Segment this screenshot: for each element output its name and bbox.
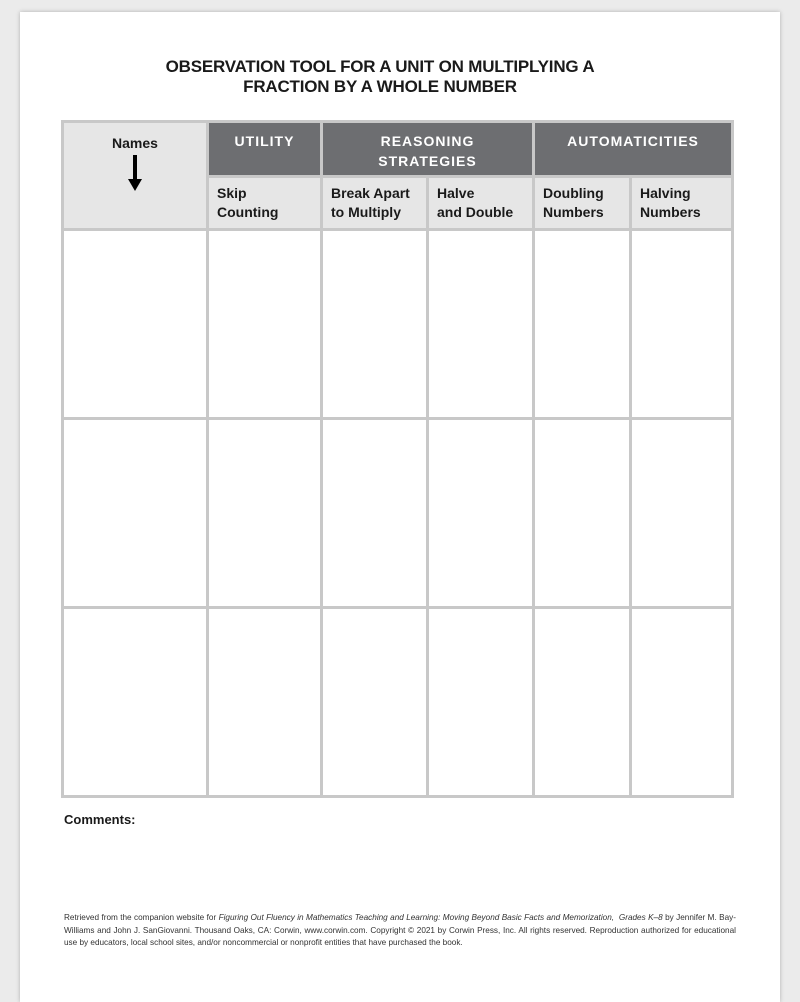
title-line-2: FRACTION BY A WHOLE NUMBER — [243, 77, 517, 96]
group-header-automaticities — [534, 122, 733, 177]
names-label: Names — [112, 135, 158, 151]
footer-book-title: Figuring Out Fluency in Mathematics Teaching and Learning: Moving Beyond Basic Facts and Memorization, — [218, 913, 615, 922]
observation-cell[interactable] — [208, 419, 322, 608]
observation-cell[interactable] — [631, 230, 733, 419]
observation-cell[interactable] — [322, 608, 428, 797]
copyright-footer — [64, 912, 736, 950]
column-label-line-2: to Multiply — [331, 204, 401, 220]
group-label-utility: UTILITY — [234, 133, 295, 149]
observation-cell[interactable] — [534, 608, 631, 797]
names-header — [63, 122, 208, 230]
comments-label: Comments: — [64, 812, 136, 827]
observation-cell[interactable] — [534, 419, 631, 608]
observation-cell[interactable] — [428, 230, 534, 419]
document-page — [20, 12, 780, 1002]
column-label-line-1: Halve — [437, 185, 475, 201]
footer-rest: by Jennifer M. Bay-Williams and John J. SanGiovanni. Thousand Oaks, CA: Corwin, www.corwin.com. Copyright © 2021 by Corwin Press, Inc. All rights reserved. Reproduction authorized for educational use by educators, local school sites, and/or noncommercial or nonprofit entities that have purchased the book. — [64, 913, 736, 947]
name-cell[interactable] — [63, 419, 208, 608]
group-label-reasoning-line-1: REASONING — [380, 133, 475, 149]
column-label-line-2: Numbers — [543, 204, 604, 220]
name-cell[interactable] — [63, 230, 208, 419]
arrow-down-icon — [128, 155, 142, 191]
column-header-halve-and-double — [428, 177, 534, 230]
footer-prefix: Retrieved from the companion website for — [64, 913, 219, 922]
page-title — [20, 57, 740, 97]
column-header-skip-counting — [208, 177, 322, 230]
column-label-line-2: and Double — [437, 204, 514, 220]
observation-cell[interactable] — [322, 419, 428, 608]
observation-cell[interactable] — [428, 608, 534, 797]
column-header-doubling-numbers — [534, 177, 631, 230]
group-label-automaticities: AUTOMATICITIES — [567, 133, 699, 149]
observation-cell[interactable] — [428, 419, 534, 608]
table-row — [63, 419, 733, 608]
title-line-1: OBSERVATION TOOL FOR A UNIT ON MULTIPLYING A — [165, 57, 595, 76]
observation-cell[interactable] — [208, 230, 322, 419]
observation-cell[interactable] — [322, 230, 428, 419]
observation-cell[interactable] — [631, 608, 733, 797]
observation-cell[interactable] — [534, 230, 631, 419]
name-cell[interactable] — [63, 608, 208, 797]
column-label-line-1: Halving — [640, 185, 691, 201]
column-header-halving-numbers — [631, 177, 733, 230]
group-label-reasoning-line-2: STRATEGIES — [378, 153, 477, 169]
footer-grades: Grades K–8 — [618, 913, 663, 922]
observation-cell[interactable] — [631, 419, 733, 608]
column-label-line-2: Counting — [217, 204, 279, 220]
column-header-break-apart — [322, 177, 428, 230]
column-label-line-1: Skip — [217, 185, 247, 201]
column-label-line-1: Break Apart — [331, 185, 410, 201]
group-header-utility — [208, 122, 322, 177]
column-label-line-2: Numbers — [640, 204, 701, 220]
observation-table — [61, 120, 734, 798]
table-row — [63, 230, 733, 419]
table-row — [63, 608, 733, 797]
group-header-reasoning-strategies — [322, 122, 534, 177]
column-label-line-1: Doubling — [543, 185, 604, 201]
observation-cell[interactable] — [208, 608, 322, 797]
